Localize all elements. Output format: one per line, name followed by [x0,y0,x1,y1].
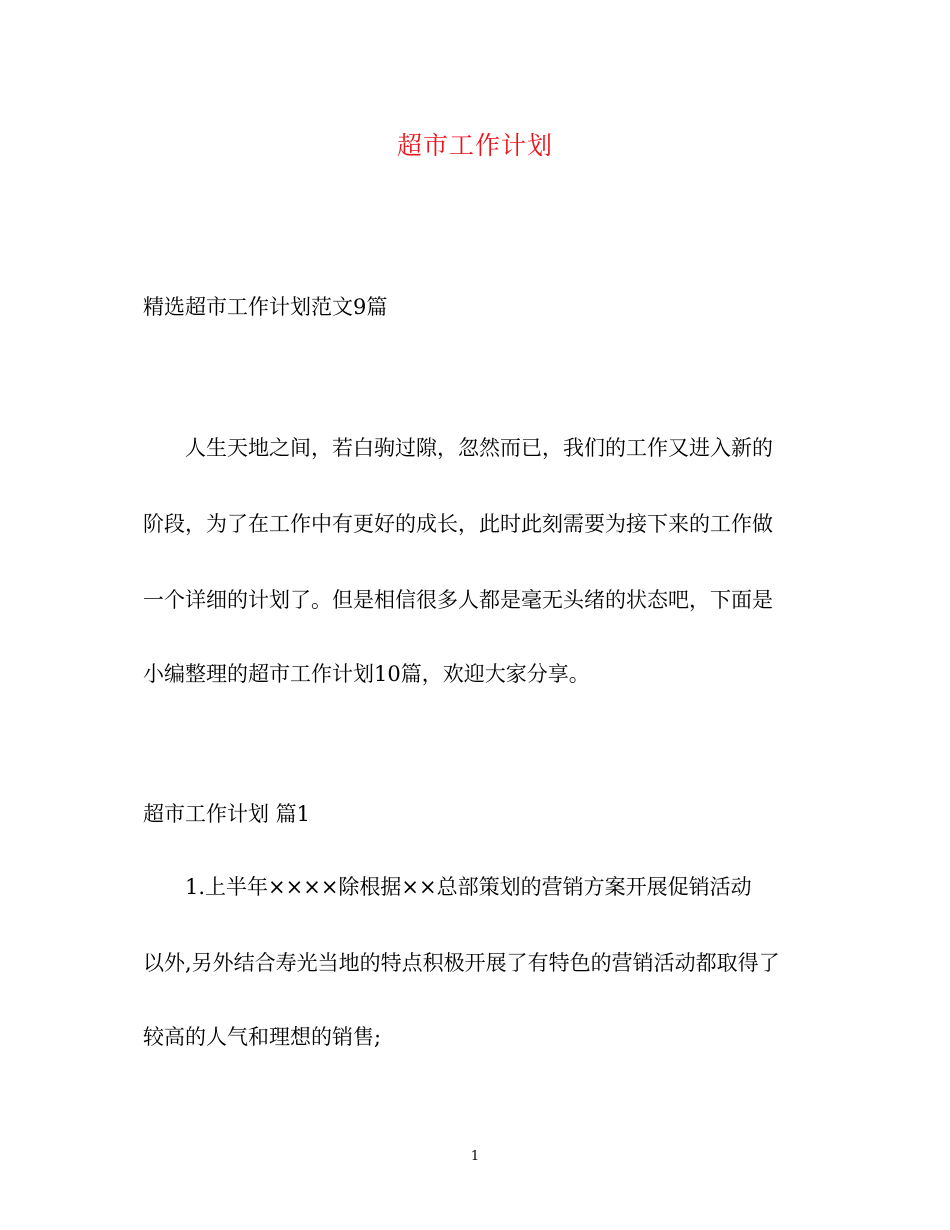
document-title: 超市工作计划 [396,131,553,160]
section-line-1: 1.上半年××××除根据××总部策划的营销方案开展促销活动 [185,875,752,899]
intro-line-1: 人生天地之间，若白驹过隙，忽然而已，我们的工作又进入新的 [185,436,773,460]
section-line-2: 以外,另外结合寿光当地的特点积极开展了有特色的营销活动都取得了 [143,951,780,975]
intro-line-3: 一个详细的计划了。但是相信很多人都是毫无头绪的状态吧，下面是 [143,588,773,612]
page-number: 1 [470,1149,480,1164]
section-line-3: 较高的人气和理想的销售; [143,1025,382,1049]
intro-line-2: 阶段，为了在工作中有更好的成长，此时此刻需要为接下来的工作做 [143,512,773,536]
section-heading: 超市工作计划 篇1 [143,802,311,826]
document-subtitle: 精选超市工作计划范文9篇 [143,295,388,319]
intro-line-4: 小编整理的超市工作计划10篇，欢迎大家分享。 [143,662,590,686]
